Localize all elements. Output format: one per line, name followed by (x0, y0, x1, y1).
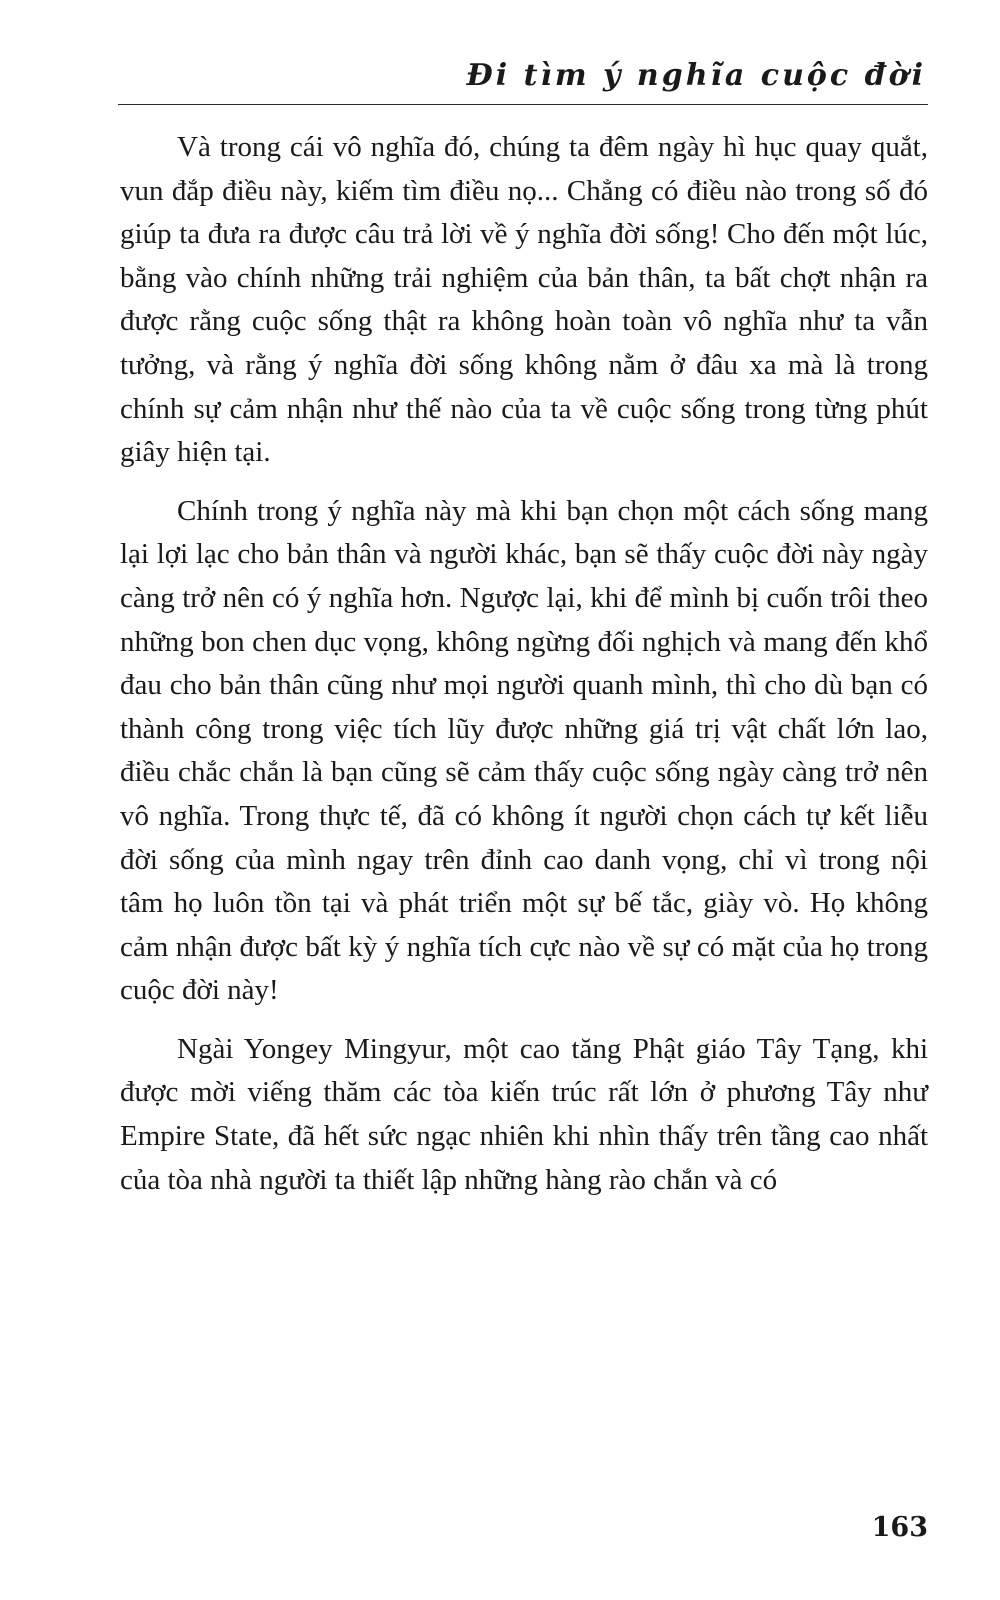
running-header-title: Đi tìm ý nghĩa cuộc đời (466, 58, 926, 93)
paragraph: Ngài Yongey Mingyur, một cao tăng Phật giáo Tây Tạng, khi được mời viếng thăm các tòa kiến trúc rất lớn ở phương Tây như Empire State, đã hết sức ngạc nhiên khi nhìn thấy trên tầng cao nhất của tòa nhà người ta thiết lập những hàng rào chắn và có (120, 1032, 928, 1196)
page-body (120, 126, 928, 1202)
paragraph: Chính trong ý nghĩa này mà khi bạn chọn một cách sống mang lại lợi lạc cho bản thân và người khác, bạn sẽ thấy cuộc đời này ngày càng trở nên có ý nghĩa hơn. Ngược lại, khi để mình bị cuốn trôi theo những bon chen dục vọng, không ngừng đối nghịch và mang đến khổ đau cho bản thân cũng như mọi người quanh mình, thì cho dù bạn có thành công trong việc tích lũy được những giá trị vật chất lớn lao, điều chắc chắn là bạn cũng sẽ cảm thấy cuộc sống ngày càng trở nên vô nghĩa. Trong thực tế, đã có không ít người chọn cách tự kết liễu đời sống của mình ngay trên đỉnh cao danh vọng, chỉ vì trong nội tâm họ luôn tồn tại và phát triển một sự bế tắc, giày vò. Họ không cảm nhận được bất kỳ ý nghĩa tích cực nào về sự có mặt của họ trong cuộc đời này! (120, 494, 928, 1007)
page-number: 163 (871, 1512, 928, 1543)
paragraph: Và trong cái vô nghĩa đó, chúng ta đêm ngày hì hục quay quắt, vun đắp điều này, kiếm tìm điều nọ... Chẳng có điều nào trong số đó giúp ta đưa ra được câu trả lời về ý nghĩa đời sống! Cho đến một lúc, bằng vào chính những trải nghiệm của bản thân, ta bất chợt nhận ra được rằng cuộc sống thật ra không hoàn toàn vô nghĩa như ta vẫn tưởng, và rằng ý nghĩa đời sống không nằm ở đâu xa mà là trong chính sự cảm nhận như thế nào của ta về cuộc sống trong từng phút giây hiện tại. (120, 131, 928, 469)
running-header (118, 56, 928, 105)
